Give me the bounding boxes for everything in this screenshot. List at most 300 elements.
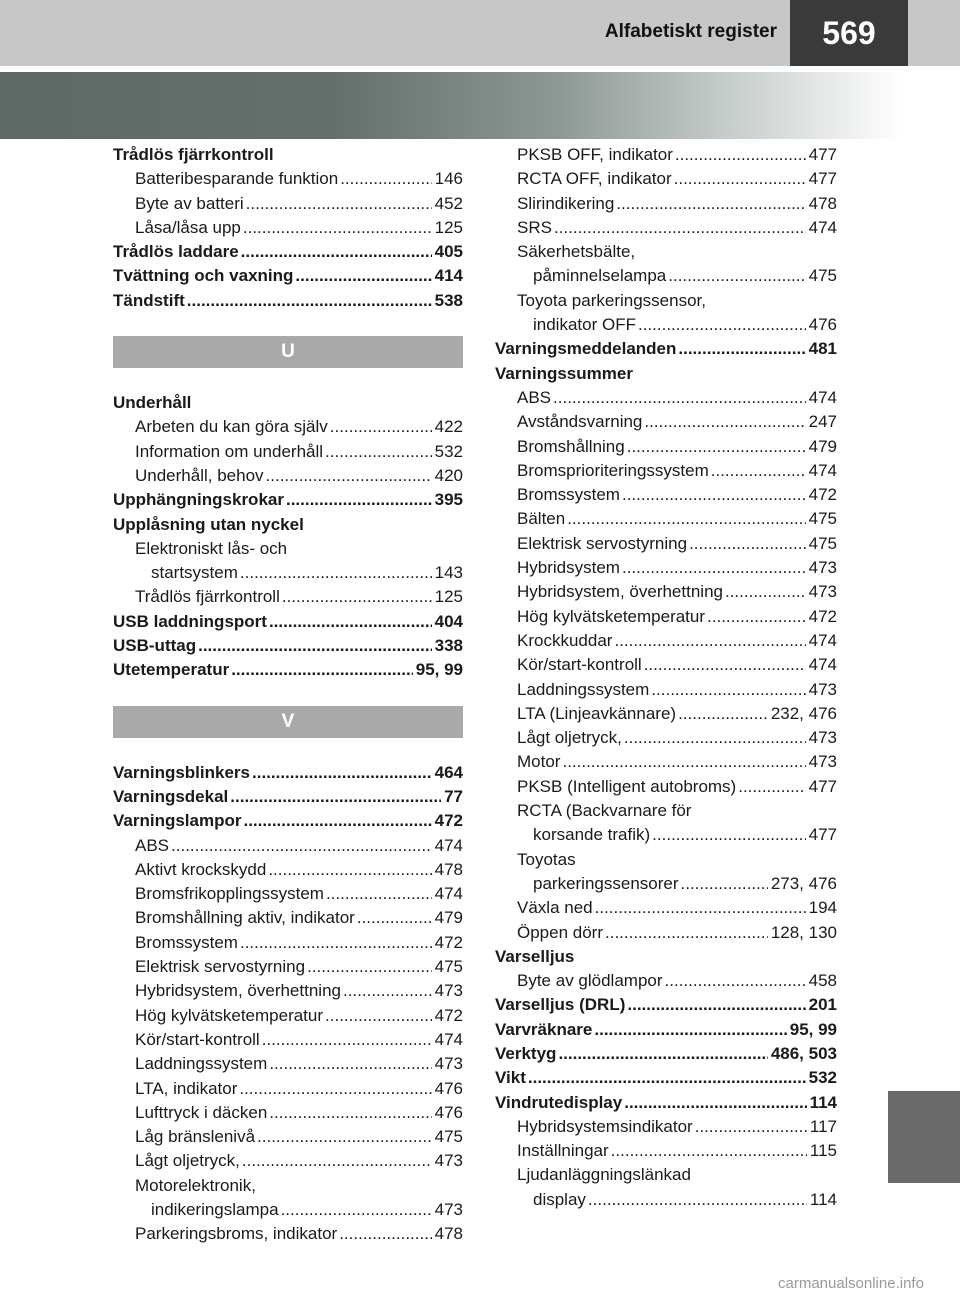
- index-entry: [113, 415, 463, 439]
- index-entry: [495, 483, 837, 507]
- dot-leader: [307, 955, 432, 979]
- index-entry: [113, 391, 463, 415]
- entry-page-ref: 474: [808, 460, 837, 480]
- entry-term: indikeringslampa: [151, 1199, 279, 1219]
- dot-leader: [325, 1004, 432, 1028]
- index-entry: [495, 459, 837, 483]
- entry-page-ref: 474: [434, 884, 463, 904]
- dot-leader: [611, 1139, 807, 1163]
- index-entry: [113, 761, 463, 785]
- dot-leader: [567, 507, 805, 531]
- dot-leader: [171, 834, 432, 858]
- entry-term: Hybridsystem, överhettning: [135, 981, 341, 1001]
- entry-page-ref: 475: [434, 1127, 463, 1147]
- entry-page-ref: 481: [808, 339, 837, 359]
- dot-leader: [528, 1066, 806, 1090]
- entry-page-ref: 146: [434, 169, 463, 189]
- entry-term: Lågt oljetryck,: [135, 1151, 240, 1171]
- dot-leader: [266, 464, 432, 488]
- dot-leader: [357, 906, 432, 930]
- entry-term: Laddningssystem: [135, 1054, 268, 1074]
- entry-term: Hybridsystem: [517, 558, 620, 578]
- entry-term: Byte av batteri: [135, 193, 244, 213]
- dot-leader: [282, 585, 432, 609]
- index-entry: [113, 906, 463, 930]
- entry-page-ref: 474: [434, 835, 463, 855]
- entry-term: Säkerhetsbälte,: [517, 242, 636, 262]
- entry-term: Varselljus: [495, 946, 575, 966]
- index-entry: [113, 979, 463, 1003]
- index-group-v-continued: [495, 143, 837, 1212]
- entry-page-ref: 486, 503: [770, 1043, 837, 1063]
- index-column-right: [495, 143, 837, 1212]
- dot-leader: [553, 386, 806, 410]
- entry-term: Hybridsystem, överhettning: [517, 582, 723, 602]
- index-column-left: [113, 143, 463, 1247]
- index-entry: [495, 264, 837, 288]
- entry-term: Aktivt krockskydd: [135, 859, 267, 879]
- index-entry: [113, 216, 463, 240]
- index-entry: [495, 1066, 837, 1090]
- index-entry: [495, 921, 837, 945]
- index-entry: [495, 1163, 837, 1187]
- index-entry: [113, 1149, 463, 1173]
- entry-term: Vikt: [495, 1068, 526, 1088]
- entry-term: LTA, indikator: [135, 1078, 238, 1098]
- entry-term: Varningsblinkers: [113, 762, 250, 782]
- entry-term: USB-uttag: [113, 636, 197, 656]
- dot-leader: [627, 435, 806, 459]
- dot-leader: [652, 823, 805, 847]
- entry-page-ref: 473: [434, 1151, 463, 1171]
- entry-page-ref: 473: [808, 728, 837, 748]
- entry-term: Varningsmeddelanden: [495, 339, 677, 359]
- index-entry: [495, 580, 837, 604]
- entry-page-ref: 474: [808, 655, 837, 675]
- index-entry: [113, 537, 463, 561]
- index-entry: [495, 678, 837, 702]
- entry-page-ref: 475: [434, 957, 463, 977]
- dot-leader: [627, 993, 805, 1017]
- entry-term: Elektroniskt lås- och: [135, 538, 288, 558]
- entry-page-ref: 125: [434, 217, 463, 237]
- index-entry: [495, 410, 837, 434]
- index-entry: [113, 1028, 463, 1052]
- entry-page-ref: 478: [434, 1224, 463, 1244]
- entry-term: Utetemperatur: [113, 660, 230, 680]
- dot-leader: [252, 761, 432, 785]
- index-entry: [495, 362, 837, 386]
- index-entry: [113, 192, 463, 216]
- dot-leader: [588, 1188, 807, 1212]
- entry-page-ref: 475: [808, 533, 837, 553]
- entry-term: Motorelektronik,: [135, 1175, 256, 1195]
- entry-page-ref: 273, 476: [770, 873, 837, 893]
- entry-page-ref: 532: [434, 441, 463, 461]
- entry-term: Arbeten du kan göra själv: [135, 417, 328, 437]
- entry-page-ref: 452: [434, 193, 463, 213]
- entry-term: Bromshållning aktiv, indikator: [135, 908, 355, 928]
- dot-leader: [262, 1028, 432, 1052]
- entry-page-ref: 477: [808, 145, 837, 164]
- dot-leader: [243, 216, 432, 240]
- entry-term: Toyota parkeringssensor,: [517, 290, 706, 310]
- entry-page-ref: 125: [434, 587, 463, 607]
- entry-term: Information om underhåll: [135, 441, 324, 461]
- entry-term: Ljudanläggningslänkad: [517, 1165, 691, 1185]
- dot-leader: [644, 653, 806, 677]
- entry-term: Öppen dörr: [517, 922, 603, 942]
- entry-term: Krockkuddar: [517, 630, 613, 650]
- entry-term: Avståndsvarning: [517, 412, 643, 432]
- index-entry: [113, 464, 463, 488]
- entry-term: RCTA (Backvarnare för: [517, 801, 692, 821]
- entry-term: USB laddningsport: [113, 611, 267, 631]
- entry-page-ref: 538: [434, 290, 463, 310]
- entry-term: Varselljus (DRL): [495, 995, 626, 1015]
- entry-page-ref: 338: [434, 636, 463, 656]
- entry-term: RCTA OFF, indikator: [517, 169, 672, 189]
- section-letter-u: U: [113, 336, 463, 368]
- dot-leader: [689, 532, 806, 556]
- dot-leader: [269, 1052, 431, 1076]
- index-entry: [495, 1018, 837, 1042]
- entry-term: Elektrisk servostyrning: [135, 957, 306, 977]
- entry-term: Bromssystem: [517, 485, 620, 505]
- dot-leader: [257, 1125, 432, 1149]
- entry-term: Hybridsystemsindikator: [517, 1116, 693, 1136]
- entry-page-ref: 477: [808, 825, 837, 845]
- entry-page-ref: 473: [434, 1199, 463, 1219]
- dot-leader: [239, 1077, 431, 1101]
- entry-page-ref: 476: [434, 1078, 463, 1098]
- index-entry: [495, 507, 837, 531]
- dot-leader: [295, 264, 431, 288]
- decorative-gradient-band: [0, 72, 960, 139]
- index-entry: [113, 1004, 463, 1028]
- entry-page-ref: 472: [434, 932, 463, 952]
- entry-term: LTA (Linjeavkännare): [517, 703, 677, 723]
- entry-page-ref: 473: [808, 679, 837, 699]
- index-entry: [113, 858, 463, 882]
- watermark: carmanualsonline.info: [778, 1275, 924, 1292]
- dot-leader: [614, 629, 805, 653]
- index-entry: [113, 809, 463, 833]
- entry-term: Parkeringsbroms, indikator: [135, 1224, 338, 1244]
- entry-term: påminnelselampa: [533, 266, 667, 286]
- entry-page-ref: 458: [808, 971, 837, 991]
- index-entry: [495, 799, 837, 823]
- dot-leader: [231, 658, 413, 682]
- index-group-u: [113, 391, 463, 683]
- entry-term: Bälten: [517, 509, 566, 529]
- index-entry: [495, 896, 837, 920]
- index-entry: [495, 337, 837, 361]
- entry-page-ref: 479: [808, 436, 837, 456]
- entry-page-ref: 115: [809, 1141, 837, 1161]
- index-entry: [113, 882, 463, 906]
- index-entry: [495, 605, 837, 629]
- entry-page-ref: 472: [808, 485, 837, 505]
- index-entry: [113, 585, 463, 609]
- dot-leader: [340, 167, 431, 191]
- entry-term: Växla ned: [517, 898, 593, 918]
- index-entry: [495, 775, 837, 799]
- index-entry: [495, 945, 837, 969]
- entry-term: Batteribesparande funktion: [135, 169, 339, 189]
- index-group-t: [113, 143, 463, 313]
- dot-leader: [241, 240, 432, 264]
- entry-page-ref: 95, 99: [415, 660, 463, 680]
- entry-page-ref: 395: [434, 490, 463, 510]
- dot-leader: [651, 678, 805, 702]
- dot-leader: [339, 1222, 431, 1246]
- dot-leader: [230, 785, 441, 809]
- entry-term: Bromssystem: [135, 932, 238, 952]
- index-entry: [113, 440, 463, 464]
- dot-leader: [622, 556, 806, 580]
- index-entry: [495, 192, 837, 216]
- entry-page-ref: 473: [808, 558, 837, 578]
- index-entry: [495, 872, 837, 896]
- entry-page-ref: 232, 476: [770, 703, 837, 723]
- index-entry: [495, 143, 837, 167]
- entry-term: ABS: [517, 387, 552, 407]
- entry-page-ref: 472: [434, 1005, 463, 1025]
- entry-page-ref: 194: [808, 898, 837, 918]
- index-entry: [113, 834, 463, 858]
- entry-term: SRS: [517, 217, 552, 237]
- index-entry: [113, 785, 463, 809]
- entry-page-ref: 422: [434, 417, 463, 437]
- entry-page-ref: 474: [808, 630, 837, 650]
- dot-leader: [268, 858, 431, 882]
- index-entry: [495, 216, 837, 240]
- index-entry: [113, 931, 463, 955]
- index-entry: [113, 1222, 463, 1246]
- dot-leader: [624, 1091, 806, 1115]
- entry-page-ref: 478: [434, 859, 463, 879]
- entry-page-ref: 474: [808, 217, 837, 237]
- entry-page-ref: 414: [434, 266, 463, 286]
- entry-term: Underhåll, behov: [135, 465, 264, 485]
- entry-term: startsystem: [151, 563, 238, 583]
- dot-leader: [558, 1042, 767, 1066]
- index-entry: [495, 969, 837, 993]
- dot-leader: [281, 1198, 432, 1222]
- entry-term: Laddningssystem: [517, 679, 650, 699]
- index-entry: [113, 240, 463, 264]
- entry-page-ref: 128, 130: [770, 922, 837, 942]
- entry-page-ref: 420: [434, 465, 463, 485]
- entry-page-ref: 478: [808, 193, 837, 213]
- dot-leader: [343, 979, 432, 1003]
- dot-leader: [738, 775, 805, 799]
- index-entry: [495, 1115, 837, 1139]
- entry-term: Varningslampor: [113, 811, 242, 831]
- dot-leader: [624, 726, 806, 750]
- entry-term: Bromsfrikopplingssystem: [135, 884, 324, 904]
- entry-term: Lufttryck i däcken: [135, 1102, 268, 1122]
- index-entry: [113, 658, 463, 682]
- index-entry: [113, 167, 463, 191]
- dot-leader: [678, 702, 768, 726]
- index-entry: [495, 1188, 837, 1212]
- entry-page-ref: 479: [434, 908, 463, 928]
- dot-leader: [675, 143, 806, 167]
- entry-term: Hög kylvätsketemperatur: [517, 606, 706, 626]
- dot-leader: [269, 610, 432, 634]
- index-entry: [113, 610, 463, 634]
- index-entry: [495, 823, 837, 847]
- dot-leader: [638, 313, 806, 337]
- dot-leader: [269, 1101, 431, 1125]
- entry-term: Verktyg: [495, 1043, 557, 1063]
- index-entry: [495, 532, 837, 556]
- entry-term: Hög kylvätsketemperatur: [135, 1005, 324, 1025]
- index-entry: [495, 750, 837, 774]
- index-entry: [113, 1052, 463, 1076]
- dot-leader: [665, 969, 806, 993]
- entry-term: Motor: [517, 752, 561, 772]
- entry-term: Tändstift: [113, 290, 185, 310]
- index-entry: [113, 513, 463, 537]
- entry-term: Vindrutedisplay: [495, 1092, 623, 1112]
- entry-term: Elektrisk servostyrning: [517, 533, 688, 553]
- index-entry: [495, 1139, 837, 1163]
- entry-page-ref: 475: [808, 266, 837, 286]
- dot-leader: [616, 192, 805, 216]
- index-group-v: [113, 761, 463, 1247]
- dot-leader: [595, 896, 806, 920]
- index-entry: [113, 561, 463, 585]
- index-entry: [113, 1174, 463, 1198]
- entry-term: Varningsdekal: [113, 786, 229, 806]
- page-title: Alfabetiskt register: [604, 21, 777, 42]
- entry-page-ref: 476: [434, 1102, 463, 1122]
- entry-page-ref: 114: [809, 1189, 837, 1209]
- entry-term: Varvräknare: [495, 1019, 593, 1039]
- index-entry: [113, 1101, 463, 1125]
- entry-page-ref: 77: [444, 786, 463, 806]
- entry-term: Låg bränslenivå: [135, 1127, 256, 1147]
- entry-page-ref: 405: [434, 242, 463, 262]
- dot-leader: [243, 809, 431, 833]
- entry-term: Underhåll: [113, 393, 192, 413]
- entry-term: parkeringssensorer: [533, 873, 679, 893]
- dot-leader: [325, 440, 432, 464]
- entry-term: Upplåsning utan nyckel: [113, 514, 304, 534]
- dot-leader: [554, 216, 806, 240]
- dot-leader: [695, 1115, 807, 1139]
- dot-leader: [242, 1149, 432, 1173]
- side-section-tab: [888, 1091, 960, 1183]
- entry-term: display: [533, 1189, 586, 1209]
- dot-leader: [198, 634, 432, 658]
- dot-leader: [681, 872, 768, 896]
- index-entry: [495, 313, 837, 337]
- entry-term: PKSB OFF, indikator: [517, 145, 673, 164]
- index-entry: [495, 167, 837, 191]
- entry-page-ref: 95, 99: [789, 1019, 837, 1039]
- dot-leader: [711, 459, 806, 483]
- entry-term: Kör/start-kontroll: [135, 1029, 260, 1049]
- index-entry: [495, 240, 837, 264]
- dot-leader: [668, 264, 805, 288]
- entry-term: Trådlös fjärrkontroll: [113, 145, 274, 164]
- entry-term: indikator OFF: [533, 315, 636, 335]
- dot-leader: [707, 605, 806, 629]
- entry-page-ref: 477: [808, 776, 837, 796]
- entry-term: Varningssummer: [495, 363, 633, 383]
- entry-term: Trådlös fjärrkontroll: [135, 587, 280, 607]
- entry-page-ref: 473: [434, 981, 463, 1001]
- dot-leader: [644, 410, 805, 434]
- page-number: 569: [790, 0, 908, 66]
- entry-page-ref: 473: [434, 1054, 463, 1074]
- index-entry: [495, 653, 837, 677]
- index-entry: [113, 289, 463, 313]
- index-entry: [495, 1042, 837, 1066]
- entry-page-ref: 143: [434, 563, 463, 583]
- entry-page-ref: 117: [809, 1116, 837, 1136]
- entry-term: Upphängningskrokar: [113, 490, 284, 510]
- dot-leader: [605, 921, 768, 945]
- dot-leader: [187, 289, 432, 313]
- dot-leader: [286, 488, 432, 512]
- index-entry: [495, 726, 837, 750]
- entry-page-ref: 473: [808, 752, 837, 772]
- index-entry: [495, 629, 837, 653]
- entry-page-ref: 464: [434, 762, 463, 782]
- entry-term: Byte av glödlampor: [517, 971, 663, 991]
- entry-term: Kör/start-kontroll: [517, 655, 642, 675]
- dot-leader: [725, 580, 806, 604]
- dot-leader: [678, 337, 805, 361]
- entry-term: Trådlös laddare: [113, 242, 239, 262]
- dot-leader: [622, 483, 806, 507]
- entry-page-ref: 472: [434, 811, 463, 831]
- entry-page-ref: 114: [809, 1092, 837, 1112]
- index-entry: [113, 1198, 463, 1222]
- entry-term: Bromsprioriteringssystem: [517, 460, 709, 480]
- entry-page-ref: 476: [808, 315, 837, 335]
- entry-term: PKSB (Intelligent autobroms): [517, 776, 737, 796]
- entry-term: Bromshållning: [517, 436, 625, 456]
- entry-page-ref: 532: [808, 1068, 837, 1088]
- dot-leader: [240, 931, 432, 955]
- entry-term: Låsa/låsa upp: [135, 217, 241, 237]
- index-entry: [113, 488, 463, 512]
- index-entry: [495, 289, 837, 313]
- entry-term: Toyotas: [517, 849, 576, 869]
- entry-page-ref: 201: [808, 995, 837, 1015]
- entry-term: Tvättning och vaxning: [113, 266, 294, 286]
- dot-leader: [330, 415, 432, 439]
- entry-term: Lågt oljetryck,: [517, 728, 622, 748]
- dot-leader: [674, 167, 806, 191]
- index-entry: [495, 848, 837, 872]
- section-letter-v: V: [113, 706, 463, 738]
- index-entry: [113, 1125, 463, 1149]
- index-entry: [495, 386, 837, 410]
- index-entry: [495, 993, 837, 1017]
- entry-page-ref: 404: [434, 611, 463, 631]
- entry-page-ref: 474: [808, 387, 837, 407]
- index-entry: [113, 264, 463, 288]
- dot-leader: [594, 1018, 786, 1042]
- entry-page-ref: 474: [434, 1029, 463, 1049]
